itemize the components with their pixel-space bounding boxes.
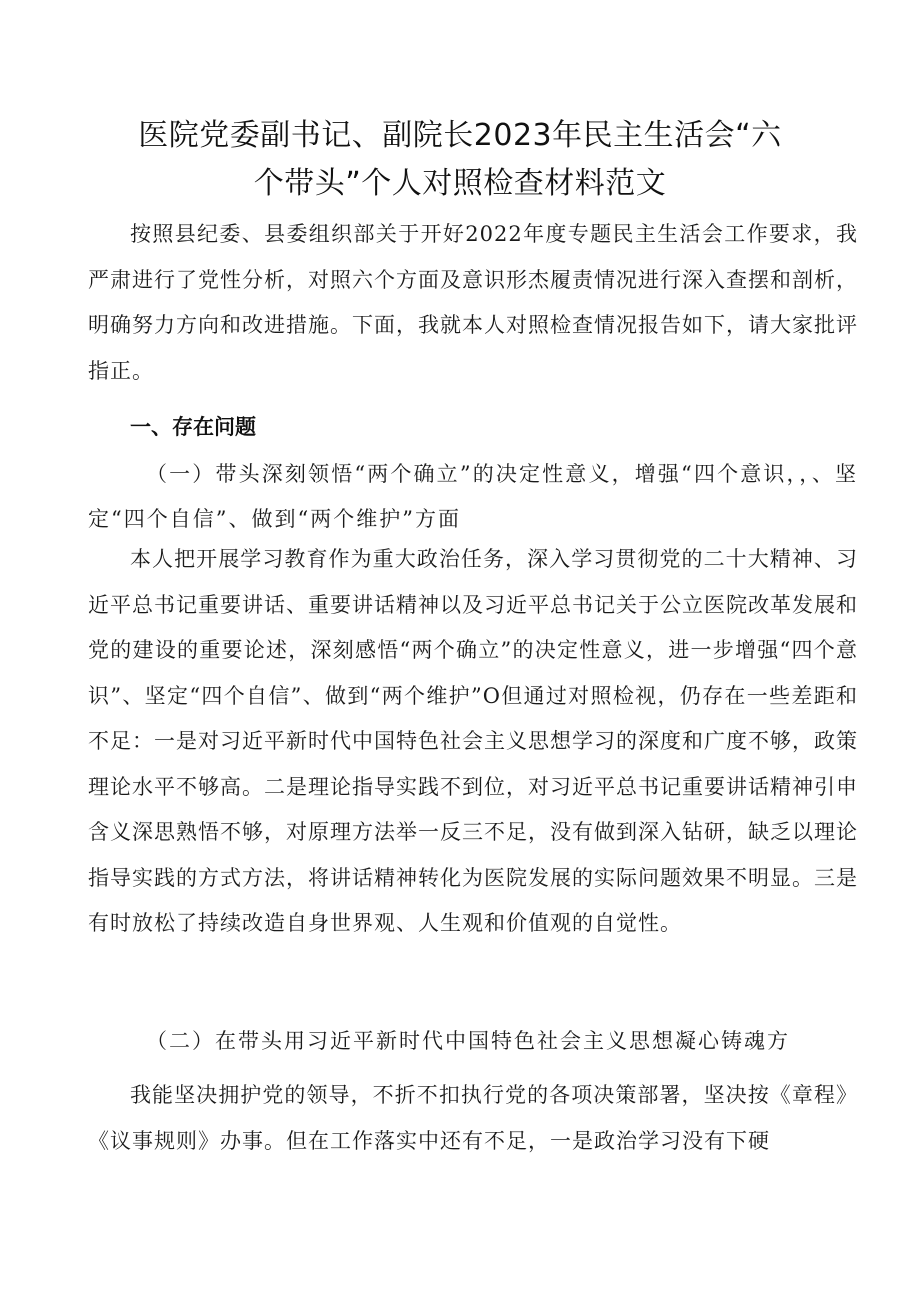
intro-paragraph: 按照县纪委、县委组织部关于开好2022年度专题民主生活会工作要求，我严肃进行了党性分析，对照六个方面及意识形杰履责情况进行深入查摆和剖析，明确努力方向和改进措施。下面，我就本人对照检查情况报告如下，请大家批评指正。	[88, 222, 858, 383]
document-title-line2: 个带头”个人对照检查材料范文	[253, 166, 667, 201]
subsection-heading-2: （二）在带头用习近平新时代中国特色社会主义思想凝心铸魂方	[146, 1029, 790, 1053]
section-heading-problems: 一、存在问题	[130, 415, 256, 439]
subsection-body-2: 我能坚决拥护党的领导，不折不扣执行党的各项决策部署，坚决按《章程》《议事规则》办事。但在工作落实中还有不足，一是政治学习没有下硬	[88, 1083, 858, 1153]
document-title-line1: 医院党委副书记、副院长2023年民主生活会“六	[138, 118, 782, 153]
subsection-heading-1: （一）带头深刻领悟“两个确立”的决定性意义，增强“四个意识，，、坚定“四个自信”、做到“两个维护”方面	[88, 462, 858, 531]
subsection-body-1: 本人把开展学习教育作为重大政治任务，深入学习贯彻党的二十大精神、习近平总书记重要讲话、重要讲话精神以及习近平总书记关于公立医院改革发展和党的建设的重要论述，深刻感悟“两个确立”的决定性意义，进一步增强“四个意识”、坚定“四个自信”、做到“两个维护”O但通过对照检视，仍存在一些差距和不足：一是对习近平新时代中国特色社会主义思想学习的深度和广度不够，政策理论水平不够高。二是理论指导实践不到位，对习近平总书记重要讲话精神引申含义深思熟悟不够，对原理方法举一反三不足，没有做到深入钻研，缺乏以理论指导实践的方式方法，将讲话精神转化为医院发展的实际问题效果不明显。三是有时放松了持续改造自身世界观、人生观和价值观的自觉性。	[88, 547, 858, 935]
